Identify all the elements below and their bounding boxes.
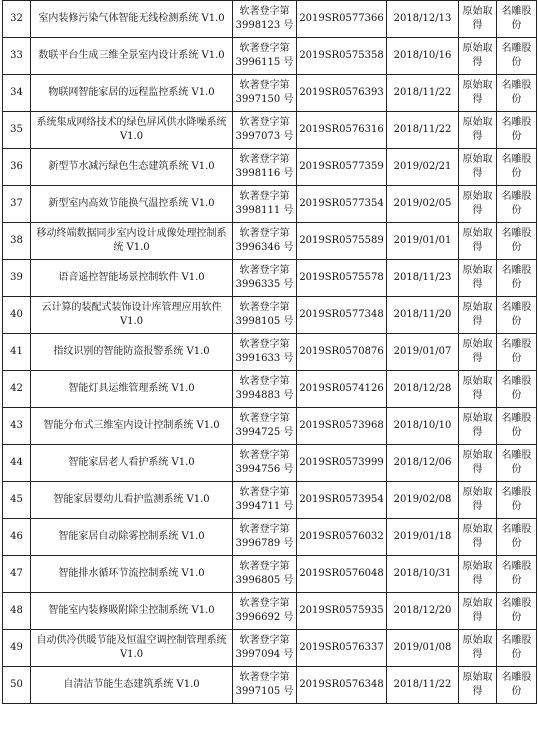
acquisition-method-cell: 原始取得 (459, 223, 497, 260)
registration-number-cell: 软著登字第 3991633 号 (233, 334, 297, 371)
software-name-cell: 智能排水循环节流控制系统 V1.0 (31, 556, 233, 593)
owner-cell: 名雕股份 (497, 519, 537, 556)
software-name-cell: 智能分布式三维室内设计控制系统 V1.0 (31, 408, 233, 445)
table-row (3, 1, 537, 38)
software-name-cell: 自动供冷供暖节能及恒温空调控制管理系统 V1.0 (31, 630, 233, 667)
certificate-number-cell: 2019SR0577348 (297, 297, 387, 334)
software-name-cell: 数联平台生成三维全景室内设计系统 V1.0 (31, 38, 233, 75)
registration-number-cell: 软著登字第 3998111 号 (233, 186, 297, 223)
acquisition-method-cell: 原始取得 (459, 260, 497, 297)
owner-cell: 名雕股份 (497, 38, 537, 75)
acquisition-method-cell: 原始取得 (459, 556, 497, 593)
acquisition-method-cell: 原始取得 (459, 297, 497, 334)
completion-date-cell: 2018/12/13 (387, 1, 459, 38)
row-number-cell: 34 (3, 75, 31, 112)
software-name-cell: 智能灯具运维管理系统 V1.0 (31, 371, 233, 408)
acquisition-method-cell: 原始取得 (459, 593, 497, 630)
owner-cell: 名雕股份 (497, 667, 537, 704)
acquisition-method-cell: 原始取得 (459, 334, 497, 371)
table-row (3, 260, 537, 297)
owner-cell: 名雕股份 (497, 334, 537, 371)
certificate-number-cell: 2019SR0573954 (297, 482, 387, 519)
table-row (3, 75, 537, 112)
acquisition-method-cell: 原始取得 (459, 445, 497, 482)
table-row (3, 482, 537, 519)
software-name-cell: 新型节水减污绿色生态建筑系统 V1.0 (31, 149, 233, 186)
certificate-number-cell: 2019SR0577354 (297, 186, 387, 223)
software-name-cell: 云计算的装配式装饰设计库管理应用软件 V1.0 (31, 297, 233, 334)
certificate-number-cell: 2019SR0575578 (297, 260, 387, 297)
owner-cell: 名雕股份 (497, 482, 537, 519)
completion-date-cell: 2018/10/31 (387, 556, 459, 593)
row-number-cell: 44 (3, 445, 31, 482)
registration-number-cell: 软著登字第 3998123 号 (233, 1, 297, 38)
completion-date-cell: 2019/02/05 (387, 186, 459, 223)
certificate-number-cell: 2019SR0576337 (297, 630, 387, 667)
completion-date-cell: 2019/01/01 (387, 223, 459, 260)
certificate-number-cell: 2019SR0575935 (297, 593, 387, 630)
table-row (3, 223, 537, 260)
registration-number-cell: 软著登字第 3996335 号 (233, 260, 297, 297)
owner-cell: 名雕股份 (497, 556, 537, 593)
row-number-cell: 49 (3, 630, 31, 667)
table-row (3, 556, 537, 593)
registration-number-cell: 软著登字第 3994725 号 (233, 408, 297, 445)
registration-number-cell: 软著登字第 3994711 号 (233, 482, 297, 519)
certificate-number-cell: 2019SR0574126 (297, 371, 387, 408)
table-row (3, 297, 537, 334)
registration-number-cell: 软著登字第 3996789 号 (233, 519, 297, 556)
certificate-number-cell: 2019SR0575358 (297, 38, 387, 75)
registration-number-cell: 软著登字第 3998105 号 (233, 297, 297, 334)
registration-number-cell: 软著登字第 3997073 号 (233, 112, 297, 149)
acquisition-method-cell: 原始取得 (459, 630, 497, 667)
acquisition-method-cell: 原始取得 (459, 149, 497, 186)
table-row (3, 667, 537, 704)
acquisition-method-cell: 原始取得 (459, 186, 497, 223)
table-row (3, 519, 537, 556)
acquisition-method-cell: 原始取得 (459, 75, 497, 112)
software-name-cell: 移动终端数据同步室内设计成像处理控制系统 V1.0 (31, 223, 233, 260)
software-name-cell: 智能室内装修吸附除尘控制系统 V1.0 (31, 593, 233, 630)
row-number-cell: 38 (3, 223, 31, 260)
acquisition-method-cell: 原始取得 (459, 667, 497, 704)
acquisition-method-cell: 原始取得 (459, 408, 497, 445)
registration-number-cell: 软著登字第 3996115 号 (233, 38, 297, 75)
completion-date-cell: 2019/01/07 (387, 334, 459, 371)
row-number-cell: 39 (3, 260, 31, 297)
row-number-cell: 35 (3, 112, 31, 149)
registration-number-cell: 软著登字第 3994883 号 (233, 371, 297, 408)
table-row (3, 371, 537, 408)
certificate-number-cell: 2019SR0573999 (297, 445, 387, 482)
acquisition-method-cell: 原始取得 (459, 112, 497, 149)
owner-cell: 名雕股份 (497, 260, 537, 297)
table-row (3, 593, 537, 630)
certificate-number-cell: 2019SR0576393 (297, 75, 387, 112)
acquisition-method-cell: 原始取得 (459, 519, 497, 556)
owner-cell: 名雕股份 (497, 186, 537, 223)
row-number-cell: 50 (3, 667, 31, 704)
certificate-number-cell: 2019SR0573968 (297, 408, 387, 445)
owner-cell: 名雕股份 (497, 75, 537, 112)
completion-date-cell: 2018/11/22 (387, 667, 459, 704)
row-number-cell: 41 (3, 334, 31, 371)
row-number-cell: 33 (3, 38, 31, 75)
table-row (3, 445, 537, 482)
table-row (3, 334, 537, 371)
software-name-cell: 智能家居婴幼儿看护监测系统 V1.0 (31, 482, 233, 519)
registration-number-cell: 软著登字第 3996692 号 (233, 593, 297, 630)
completion-date-cell: 2019/02/21 (387, 149, 459, 186)
acquisition-method-cell: 原始取得 (459, 482, 497, 519)
software-name-cell: 语音遥控智能场景控制软件 V1.0 (31, 260, 233, 297)
row-number-cell: 40 (3, 297, 31, 334)
registration-number-cell: 软著登字第 3994756 号 (233, 445, 297, 482)
completion-date-cell: 2019/01/18 (387, 519, 459, 556)
completion-date-cell: 2018/10/10 (387, 408, 459, 445)
row-number-cell: 48 (3, 593, 31, 630)
table-row (3, 408, 537, 445)
completion-date-cell: 2018/11/22 (387, 75, 459, 112)
owner-cell: 名雕股份 (497, 630, 537, 667)
table-row (3, 186, 537, 223)
completion-date-cell: 2019/02/08 (387, 482, 459, 519)
software-name-cell: 智能家居老人看护系统 V1.0 (31, 445, 233, 482)
certificate-number-cell: 2019SR0576348 (297, 667, 387, 704)
registration-number-cell: 软著登字第 3997150 号 (233, 75, 297, 112)
completion-date-cell: 2018/10/16 (387, 38, 459, 75)
registration-number-cell: 软著登字第 3996346 号 (233, 223, 297, 260)
table-row (3, 630, 537, 667)
row-number-cell: 36 (3, 149, 31, 186)
completion-date-cell: 2018/12/20 (387, 593, 459, 630)
table-row (3, 149, 537, 186)
row-number-cell: 37 (3, 186, 31, 223)
completion-date-cell: 2018/12/06 (387, 445, 459, 482)
certificate-number-cell: 2019SR0576316 (297, 112, 387, 149)
software-name-cell: 系统集成网络技术的绿色屏风供水降噪系统 V1.0 (31, 112, 233, 149)
acquisition-method-cell: 原始取得 (459, 1, 497, 38)
software-name-cell: 新型室内高效节能换气温控系统 V1.0 (31, 186, 233, 223)
owner-cell: 名雕股份 (497, 297, 537, 334)
row-number-cell: 45 (3, 482, 31, 519)
acquisition-method-cell: 原始取得 (459, 38, 497, 75)
table-row (3, 38, 537, 75)
completion-date-cell: 2019/01/08 (387, 630, 459, 667)
certificate-number-cell: 2019SR0575589 (297, 223, 387, 260)
software-name-cell: 室内装修污染气体智能无线检测系统 V1.0 (31, 1, 233, 38)
acquisition-method-cell: 原始取得 (459, 371, 497, 408)
certificate-number-cell: 2019SR0576032 (297, 519, 387, 556)
certificate-number-cell: 2019SR0577359 (297, 149, 387, 186)
certificate-number-cell: 2019SR0570876 (297, 334, 387, 371)
software-name-cell: 自清洁节能生态建筑系统 V1.0 (31, 667, 233, 704)
completion-date-cell: 2018/11/22 (387, 112, 459, 149)
software-name-cell: 物联网智能家居的远程监控系统 V1.0 (31, 75, 233, 112)
registration-number-cell: 软著登字第 3997105 号 (233, 667, 297, 704)
row-number-cell: 43 (3, 408, 31, 445)
software-name-cell: 指纹识别的智能防盗报警系统 V1.0 (31, 334, 233, 371)
owner-cell: 名雕股份 (497, 223, 537, 260)
owner-cell: 名雕股份 (497, 445, 537, 482)
registration-number-cell: 软著登字第 3997094 号 (233, 630, 297, 667)
table-body (3, 1, 537, 704)
completion-date-cell: 2018/11/23 (387, 260, 459, 297)
certificate-number-cell: 2019SR0577366 (297, 1, 387, 38)
row-number-cell: 32 (3, 1, 31, 38)
completion-date-cell: 2018/12/28 (387, 371, 459, 408)
registration-number-cell: 软著登字第 3998116 号 (233, 149, 297, 186)
owner-cell: 名雕股份 (497, 593, 537, 630)
table-row (3, 112, 537, 149)
registration-number-cell: 软著登字第 3996805 号 (233, 556, 297, 593)
row-number-cell: 47 (3, 556, 31, 593)
owner-cell: 名雕股份 (497, 371, 537, 408)
certificate-number-cell: 2019SR0576048 (297, 556, 387, 593)
row-number-cell: 42 (3, 371, 31, 408)
software-name-cell: 智能家居自动除雾控制系统 V1.0 (31, 519, 233, 556)
software-copyright-table (2, 0, 537, 704)
owner-cell: 名雕股份 (497, 408, 537, 445)
owner-cell: 名雕股份 (497, 149, 537, 186)
completion-date-cell: 2018/11/20 (387, 297, 459, 334)
owner-cell: 名雕股份 (497, 1, 537, 38)
row-number-cell: 46 (3, 519, 31, 556)
owner-cell: 名雕股份 (497, 112, 537, 149)
